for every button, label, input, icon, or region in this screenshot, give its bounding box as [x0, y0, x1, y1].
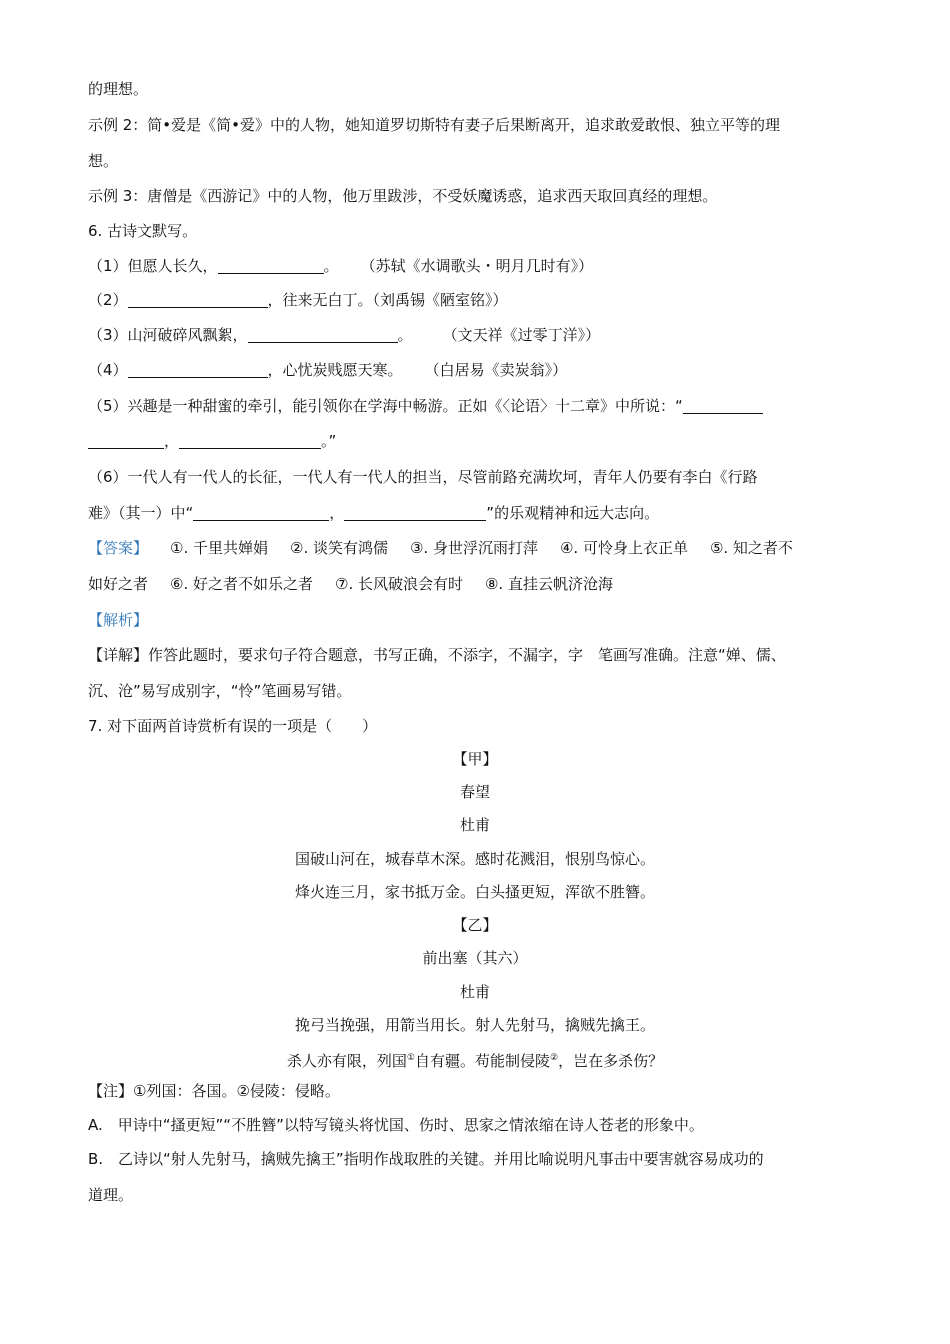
- q6-item-4: [88, 360, 567, 380]
- answer-3: ③. 身世浮沉雨打萍: [409, 539, 538, 557]
- footnote-marker: ①: [406, 1053, 415, 1063]
- q6-1-source: （苏轼《水调歌头・明月几时有》）: [360, 257, 594, 275]
- poem-1-author: 杜甫: [459, 816, 490, 834]
- poem-2-line: [0, 1048, 950, 1071]
- q6-4-source: （白居易《卖炭翁》）: [424, 361, 568, 379]
- note-line: 【注】①列国：各国。②侵陵：侵略。: [88, 1082, 340, 1100]
- q6-3-text: （3）山河破碎风飘絮，: [88, 326, 248, 344]
- poem-2-line-part: ，岂在多杀伤？: [558, 1052, 664, 1070]
- answer-tag: 【答案】: [88, 539, 149, 557]
- text-line: 想。: [88, 152, 119, 170]
- question-6-title: 6. 古诗文默写。: [88, 222, 198, 240]
- q6-4-rest: ，心忧炭贱愿天寒。: [267, 361, 403, 379]
- poem-1-title: 春望: [459, 783, 490, 801]
- q6-5-text: （5）兴趣是一种甜蜜的牵引，能引领你在学海中畅游。正如《〈论语〉十二章》中所说：“: [88, 397, 683, 415]
- poem-jia-tag: 【甲】: [452, 750, 498, 768]
- option-b-cont: 道理。: [88, 1186, 134, 1204]
- q6-1-end: 。: [323, 257, 339, 275]
- answer-blank: [88, 433, 164, 449]
- answer-4: ④. 可怜身上衣正单: [559, 539, 688, 557]
- poem-1-line: 烽火连三月，家书抵万金。白头搔更短，浑欲不胜簪。: [294, 883, 655, 901]
- answer-blank: [248, 327, 398, 343]
- answer-line: [88, 538, 793, 558]
- poem-2-line-part: 杀人亦有限，列国: [286, 1052, 407, 1070]
- q6-6-comma: ，: [329, 504, 345, 522]
- q6-5-comma: ，: [164, 432, 180, 450]
- q6-item-6: （6）一代人有一代人的长征，一代人有一代人的担当，尽管前路充满坎坷，青年人仍要有李白《行路: [88, 468, 758, 486]
- answer-6: ⑥. 好之者不如乐之者: [170, 575, 313, 593]
- poem-2-line-part: 自有疆。苟能制侵陵: [414, 1052, 550, 1070]
- q6-2-text: （2）: [88, 291, 128, 309]
- q6-item-6-cont: [88, 503, 659, 523]
- q6-6-end: ”的乐观精神和远大志向。: [486, 504, 660, 522]
- analysis-tag: 【解析】: [88, 611, 149, 629]
- answer-blank: [179, 433, 321, 449]
- answer-blank: [128, 292, 268, 308]
- option-a: A. 甲诗中“搔更短”“不胜簪”以特写镜头将忧国、伤时、思家之情浓缩在诗人苍老的形象中。: [88, 1116, 704, 1134]
- detail-line: 【详解】作答此题时，要求句子符合题意，书写正确，不添字，不漏字，字 笔画写准确。注意“婵、儒、: [88, 646, 786, 664]
- poem-yi-tag: 【乙】: [452, 916, 498, 934]
- answer-7: ⑦. 长风破浪会有时: [335, 575, 463, 593]
- q6-2-rest: ，往来无白丁。（刘禹锡《陋室铭》）: [267, 291, 508, 309]
- answer-8: ⑧. 直挂云帆济沧海: [484, 575, 613, 593]
- q6-item-1: [88, 256, 593, 276]
- answer-blank: [218, 258, 324, 274]
- answer-blank: [344, 505, 486, 521]
- answer-line-cont: [88, 574, 613, 594]
- answer-1: ①. 千里共婵娟: [170, 539, 268, 557]
- q6-item-5-cont: [88, 431, 336, 451]
- q6-1-text: （1）但愿人长久，: [88, 257, 218, 275]
- poem-1-line: 国破山河在，城春草木深。感时花溅泪，恨别鸟惊心。: [294, 850, 655, 868]
- answer-blank: [683, 398, 763, 414]
- poem-2-line: 挽弓当挽强，用箭当用长。射人先射马，擒贼先擒王。: [294, 1016, 655, 1034]
- q6-5-end: 。”: [321, 432, 337, 450]
- answer-5-cont: 如好之者: [88, 575, 149, 593]
- text-line: 的理想。: [88, 80, 149, 98]
- answer-blank: [128, 362, 268, 378]
- q6-3-end: 。: [397, 326, 413, 344]
- detail-line: 沉、沧”易写成别字，“怜”笔画易写错。: [88, 682, 352, 700]
- poem-2-title: 前出塞（其六）: [422, 949, 528, 967]
- q6-item-2: [88, 290, 508, 310]
- q6-6-text: 难》（其一）中“: [88, 504, 194, 522]
- example-3-line: 示例 3：唐僧是《西游记》中的人物，他万里跋涉，不受妖魔诱惑，追求西天取回真经的理想。: [88, 187, 718, 205]
- example-2-line: 示例 2：简•爱是《简•爱》中的人物，她知道罗切斯特有妻子后果断离开，追求敢爱敢恨、独立平等的理: [88, 116, 781, 134]
- question-7-title: 7. 对下面两首诗赏析有误的一项是（ ）: [88, 717, 378, 735]
- q6-3-source: （文天祥《过零丁洋》）: [442, 326, 601, 344]
- poem-2-author: 杜甫: [459, 983, 490, 1001]
- answer-2: ②. 谈笑有鸿儒: [290, 539, 388, 557]
- q6-item-5: [88, 396, 763, 416]
- option-b: B. 乙诗以“射人先射马，擒贼先擒王”指明作战取胜的关键。并用比喻说明凡事击中要害就容易成功的: [88, 1150, 764, 1168]
- answer-5: ⑤. 知之者不: [709, 539, 793, 557]
- q6-item-3: [88, 325, 600, 345]
- answer-blank: [193, 505, 329, 521]
- q6-4-text: （4）: [88, 361, 128, 379]
- footnote-marker: ②: [550, 1053, 559, 1063]
